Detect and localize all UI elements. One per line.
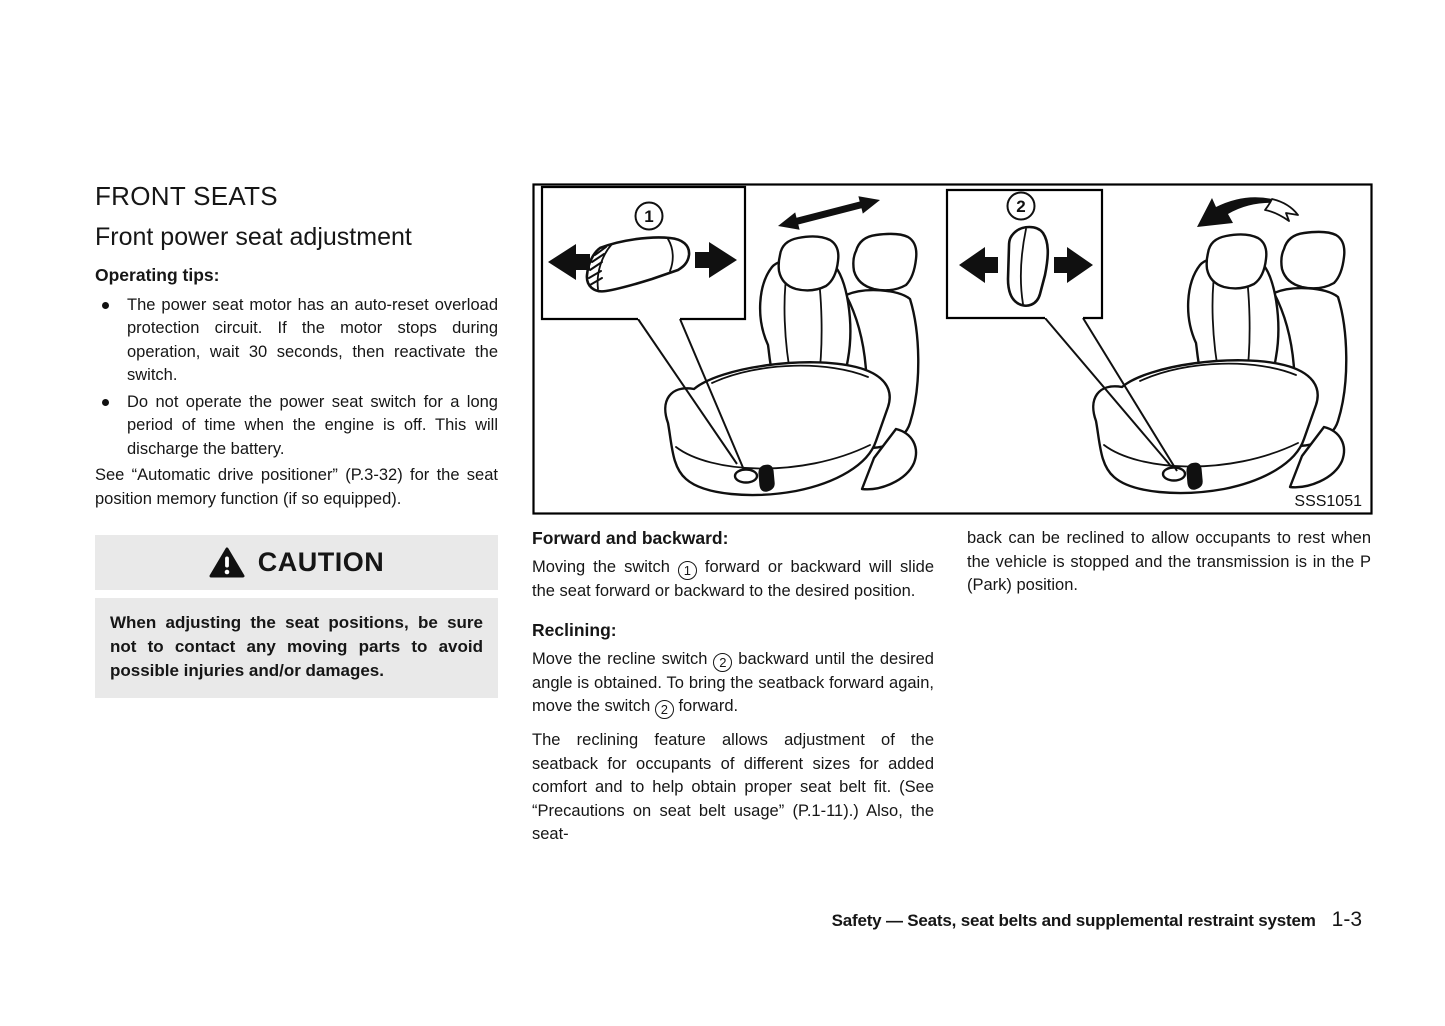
- see-note: See “Automatic drive positioner” (P.3-32) for the seat position memory function (if so equipped).: [95, 466, 498, 508]
- callout-number-1: 1: [644, 207, 654, 226]
- list-item: Do not operate the power seat switch for a long period of time when the engine is off. This will discharge the battery.: [95, 391, 498, 462]
- reclining-paragraph-2: The reclining feature allows adjustment of the seatback for occupants of different sizes for added comfort and to help obtain proper seat belt fit. (See “Precautions on seat belt usage” (P.1-11).) Also, the seat-: [532, 731, 934, 843]
- page-footer: [832, 908, 1362, 932]
- warning-triangle-icon: [209, 547, 245, 579]
- middle-column: [532, 527, 934, 847]
- figure-code: SSS1051: [1294, 493, 1362, 510]
- circled-number: 1: [678, 561, 697, 580]
- left-column: [95, 182, 498, 698]
- caution-text: When adjusting the seat positions, be sure not to contact any moving parts to avoid possible injuries and/or damages.: [95, 598, 498, 698]
- callout-number-2: 2: [1016, 197, 1026, 216]
- reclining-heading: Reclining:: [532, 619, 617, 640]
- right-column: [967, 527, 1371, 598]
- subsection-title: Front power seat adjustment: [95, 223, 412, 252]
- caution-label: CAUTION: [257, 547, 385, 578]
- circled-number: 2: [713, 653, 732, 672]
- operating-tips-heading: Operating tips:: [95, 264, 220, 285]
- seat-adjustment-illustration: [532, 183, 1373, 515]
- caution-box: [95, 535, 498, 698]
- caution-header: [95, 535, 498, 590]
- operating-tips-list: [95, 294, 498, 462]
- chapter-title: Safety — Seats, seat belts and supplemental restraint system: [831, 911, 1316, 930]
- figure-seat-adjustment: [532, 183, 1373, 515]
- forward-backward-heading: Forward and backward:: [532, 528, 729, 548]
- list-item: The power seat motor has an auto-reset overload protection circuit. If the motor stops during operation, wait 30 seconds, then reactivate the switch.: [95, 294, 498, 388]
- callout-box-2: [947, 190, 1102, 318]
- forward-backward-paragraph: Moving the switch 1 forward or backward will slide the seat forward or backward to the desired position.: [532, 558, 934, 600]
- reclining-paragraph: Move the recline switch 2 backward until the desired angle is obtained. To bring the seatback forward again, move the switch 2 forward.: [532, 649, 934, 717]
- callout-box-1: [542, 187, 745, 319]
- page-number: 1-3: [1331, 908, 1362, 931]
- circled-number: 2: [655, 700, 674, 719]
- section-title: FRONT SEATS: [95, 181, 278, 211]
- continuation-paragraph: back can be reclined to allow occupants to rest when the vehicle is stopped and the transmission is in the P (Park) position.: [967, 529, 1371, 594]
